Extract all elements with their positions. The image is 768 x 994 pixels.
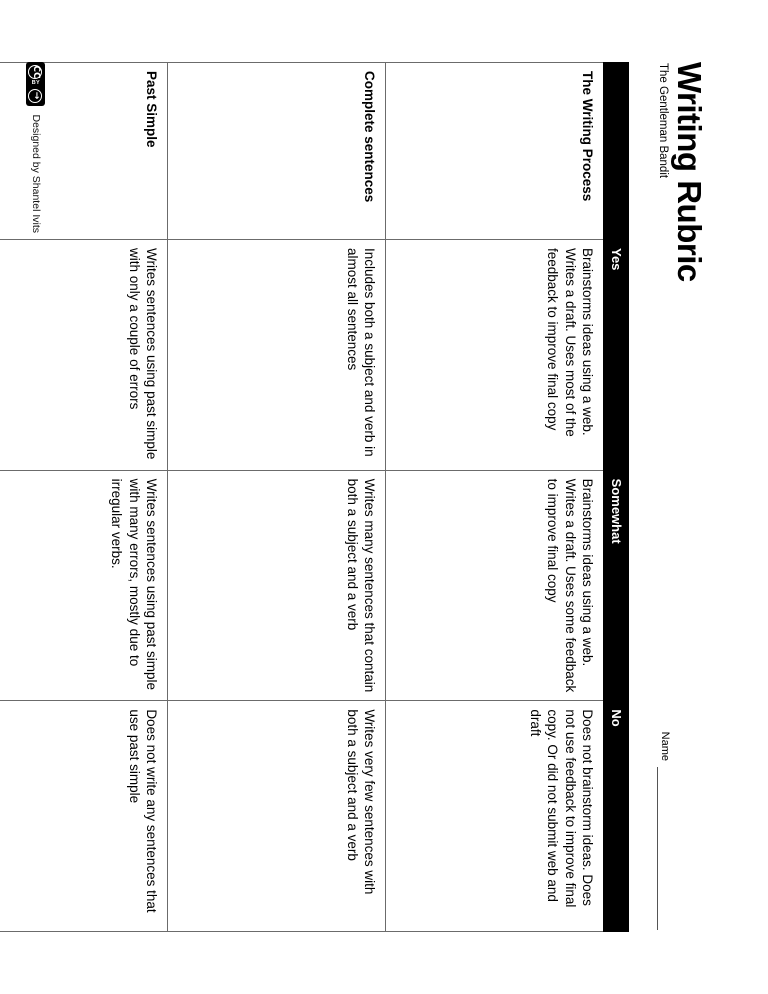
cell-yes[interactable]: Includes both a subject and verb in almost all sentences <box>168 240 386 471</box>
rubric-table-body <box>0 63 604 932</box>
name-field[interactable] <box>657 732 670 930</box>
criterion-label: Past Simple <box>0 63 168 240</box>
name-write-in-rule[interactable] <box>657 767 658 930</box>
creative-commons-by-icon[interactable] <box>26 62 45 106</box>
page-title: Writing Rubric <box>671 62 708 282</box>
cell-yes[interactable]: Writes sentences using past simple with only a couple of errors <box>0 240 168 471</box>
cc-by-label: BY <box>31 80 40 86</box>
cell-no[interactable]: Writes very few sentences with both a subject and a verb <box>168 701 386 932</box>
cc-mark-icon: CC <box>29 65 43 79</box>
rubric-table-head <box>604 63 629 932</box>
cell-somewhat[interactable]: Brainstorms ideas using a web. Writes a draft. Uses some feedback to improve final copy <box>386 470 604 701</box>
title-block <box>655 62 708 282</box>
rubric-table-wrapper <box>0 62 629 932</box>
cell-somewhat[interactable]: Writes sentences using past simple with many errors, mostly due to irregular verbs. <box>0 470 168 701</box>
designer-credit: Designed by Shantel Ivits <box>29 114 42 233</box>
cell-somewhat[interactable]: Writes many sentences that contain both a subject and a verb <box>168 470 386 701</box>
name-label: Name <box>659 731 671 761</box>
page-subtitle: The Gentleman Bandit <box>657 63 669 179</box>
cell-no[interactable]: Does not brainstorm ideas. Does not use feedback to improve final copy. Or did not submit web and draft <box>386 701 604 932</box>
criterion-label: Complete sentences <box>168 63 386 240</box>
column-header-yes: Yes <box>604 240 629 471</box>
cell-no[interactable]: Does not write any sentences that use past simple <box>0 701 168 932</box>
document-footer <box>26 62 45 233</box>
column-header-somewhat: Somewhat <box>604 470 629 701</box>
table-header-row <box>604 63 629 932</box>
cc-attribution-icon: → <box>29 89 43 103</box>
table-row <box>386 63 604 932</box>
rubric-table <box>0 62 629 932</box>
document-header <box>655 62 708 932</box>
criterion-label: The Writing Process <box>386 63 604 240</box>
column-header-criterion <box>604 63 629 240</box>
table-row <box>168 63 386 932</box>
column-header-no: No <box>604 701 629 932</box>
cell-yes[interactable]: Brainstorms ideas using a web. Writes a draft. Uses most of the feedback to improve final copy <box>386 240 604 471</box>
